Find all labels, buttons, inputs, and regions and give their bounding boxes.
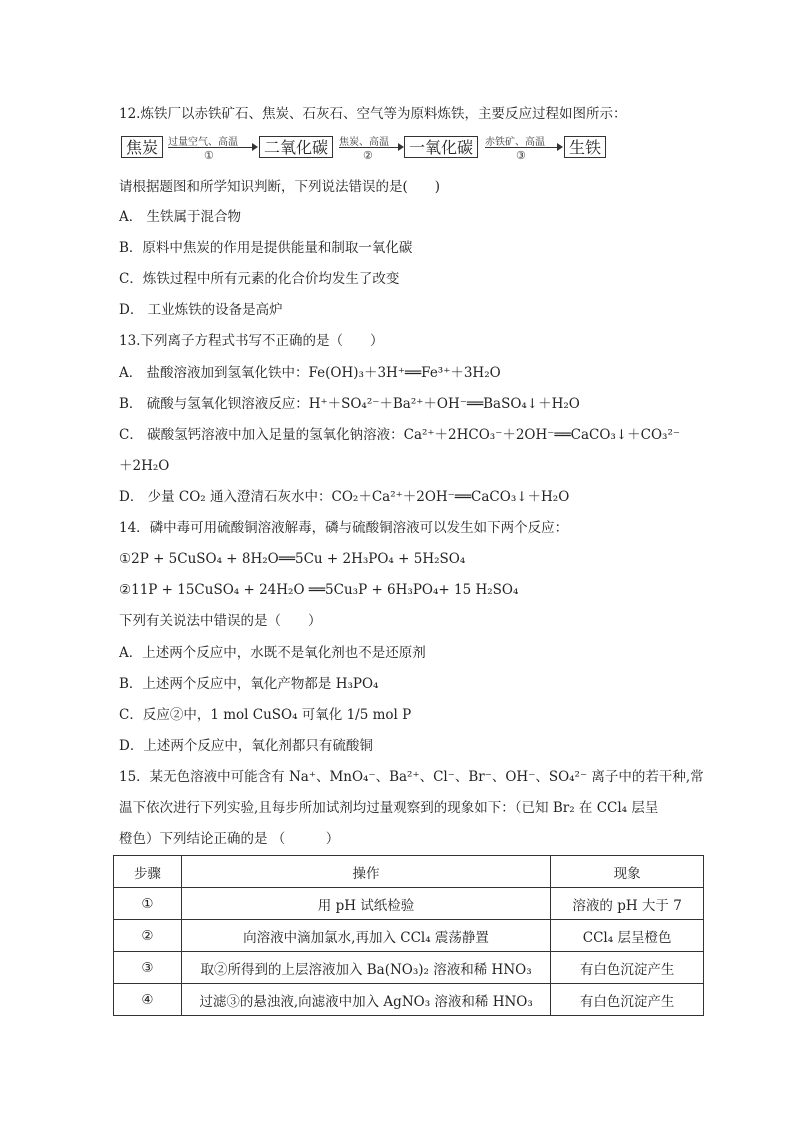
flow-arrow-2-condition: 焦炭、高温 — [339, 137, 389, 148]
q14-reaction-1: ①2P + 5CuSO₄ + 8H₂O══5Cu + 2H₃PO₄ + 5H₂SO₄ — [119, 551, 466, 567]
flow-arrow-3-line — [485, 147, 559, 148]
table-header-cell: 现象 — [551, 856, 704, 888]
flow-arrow-1-head — [252, 143, 258, 151]
q12-option-b: B．原料中焦炭的作用是提供能量和制取一氧化碳 — [119, 240, 413, 256]
q13-option-a: A． 盐酸溶液加到氢氧化铁中：Fe(OH)₃＋3H⁺══Fe³⁺＋3H₂O — [119, 365, 501, 381]
flow-arrow-2-line — [339, 147, 401, 148]
flow-box-co2: 二氧化碳 — [259, 136, 333, 158]
flow-arrow-2-number: ② — [363, 149, 373, 162]
flow-box-pig-iron: 生铁 — [564, 136, 606, 158]
q12-option-a: A． 生铁属于混合物 — [119, 209, 242, 225]
table-row — [114, 984, 704, 1016]
q14-ask: 下列有关说法中错误的是（ ） — [119, 613, 322, 629]
q14-option-c: C．反应②中，1 mol CuSO₄ 可氧化 1/5 mol P — [119, 707, 412, 723]
q15-stem-line3: 橙色）下列结论正确的是 （ ） — [119, 831, 340, 847]
table-cell: 向溶液中滴加氯水,再加入 CCl₄ 震荡静置 — [181, 920, 550, 952]
flow-box-co: 一氧化碳 — [404, 136, 478, 158]
q14-option-a: A．上述两个反应中，水既不是氧化剂也不是还原剂 — [119, 645, 426, 661]
table-cell: ③ — [114, 952, 182, 984]
table-header-cell: 操作 — [181, 856, 550, 888]
table-cell: 用 pH 试纸检验 — [181, 888, 550, 920]
q12-option-d: D． 工业炼铁的设备是高炉 — [119, 302, 283, 318]
table-cell: 有白色沉淀产生 — [551, 952, 704, 984]
flow-arrow-1-number: ① — [204, 149, 214, 162]
q14-reaction-2: ②11P + 15CuSO₄ + 24H₂O ══5Cu₃P + 6H₃PO₄+ 15 H₂SO₄ — [119, 582, 519, 598]
q15-stem-line1: 15．某无色溶液中可能含有 Na⁺、MnO₄⁻、Ba²⁺、Cl⁻、Br⁻、OH⁻、SO₄²⁻ 离子中的若干种,常 — [119, 769, 704, 785]
q13-option-c: C． 碳酸氢钙溶液中加入足量的氢氧化钠溶液：Ca²⁺＋2HCO₃⁻＋2OH⁻══CaCO₃↓＋CO₃²⁻ — [119, 427, 680, 443]
table-header-cell: 步骤 — [114, 856, 182, 888]
table-cell: ① — [114, 888, 182, 920]
flow-arrow-1-line — [168, 147, 254, 148]
q13-option-b: B． 硫酸与氢氧化钡溶液反应：H⁺＋SO₄²⁻＋Ba²⁺＋OH⁻══BaSO₄↓＋H₂O — [119, 396, 580, 412]
q13-option-d: D． 少量 CO₂ 通入澄清石灰水中：CO₂＋Ca²⁺＋2OH⁻══CaCO₃↓＋H₂O — [119, 489, 570, 505]
table-cell: ② — [114, 920, 182, 952]
q13-option-c-cont: ＋2H₂O — [119, 458, 170, 474]
table-cell: 溶液的 pH 大于 7 — [551, 888, 704, 920]
q15-experiment-table — [113, 855, 704, 1016]
table-header-row — [114, 856, 704, 888]
flow-arrow-3-number: ③ — [516, 149, 526, 162]
q14-option-b: B．上述两个反应中，氧化产物都是 H₃PO₄ — [119, 676, 379, 692]
q12-ask: 请根据题图和所学知识判断，下列说法错误的是( ) — [119, 179, 441, 195]
flow-arrow-1-condition: 过量空气、高温 — [168, 137, 238, 148]
flow-box-coke: 焦炭 — [121, 136, 163, 158]
flow-arrow-3-head — [557, 143, 563, 151]
table-cell: ④ — [114, 984, 182, 1016]
q15-stem-line2: 温下依次进行下列实验,且每步所加试剂均过量观察到的现象如下：（已知 Br₂ 在 CCl₄ 层呈 — [119, 800, 659, 816]
table-row — [114, 952, 704, 984]
q13-stem: 13.下列离子方程式书写不正确的是（ ） — [119, 333, 384, 349]
q14-option-d: D．上述两个反应中，氧化剂都只有硫酸铜 — [119, 738, 373, 754]
flow-arrow-3-condition: 赤铁矿、高温 — [485, 137, 545, 148]
table-cell: 过滤③的悬浊液,向滤液中加入 AgNO₃ 溶液和稀 HNO₃ — [181, 984, 550, 1016]
q12-stem: 12.炼铁厂以赤铁矿石、焦炭、石灰石、空气等为原料炼铁，主要反应过程如图所示： — [119, 106, 627, 122]
table-cell: 有白色沉淀产生 — [551, 984, 704, 1016]
q14-stem: 14．磷中毒可用硫酸铜溶液解毒，磷与硫酸铜溶液可以发生如下两个反应： — [119, 520, 569, 536]
q12-option-c: C．炼铁过程中所有元素的化合价均发生了改变 — [119, 271, 400, 287]
table-row — [114, 920, 704, 952]
table-cell: CCl₄ 层呈橙色 — [551, 920, 704, 952]
table-row — [114, 888, 704, 920]
table-cell: 取②所得到的上层溶液加入 Ba(NO₃)₂ 溶液和稀 HNO₃ — [181, 952, 550, 984]
